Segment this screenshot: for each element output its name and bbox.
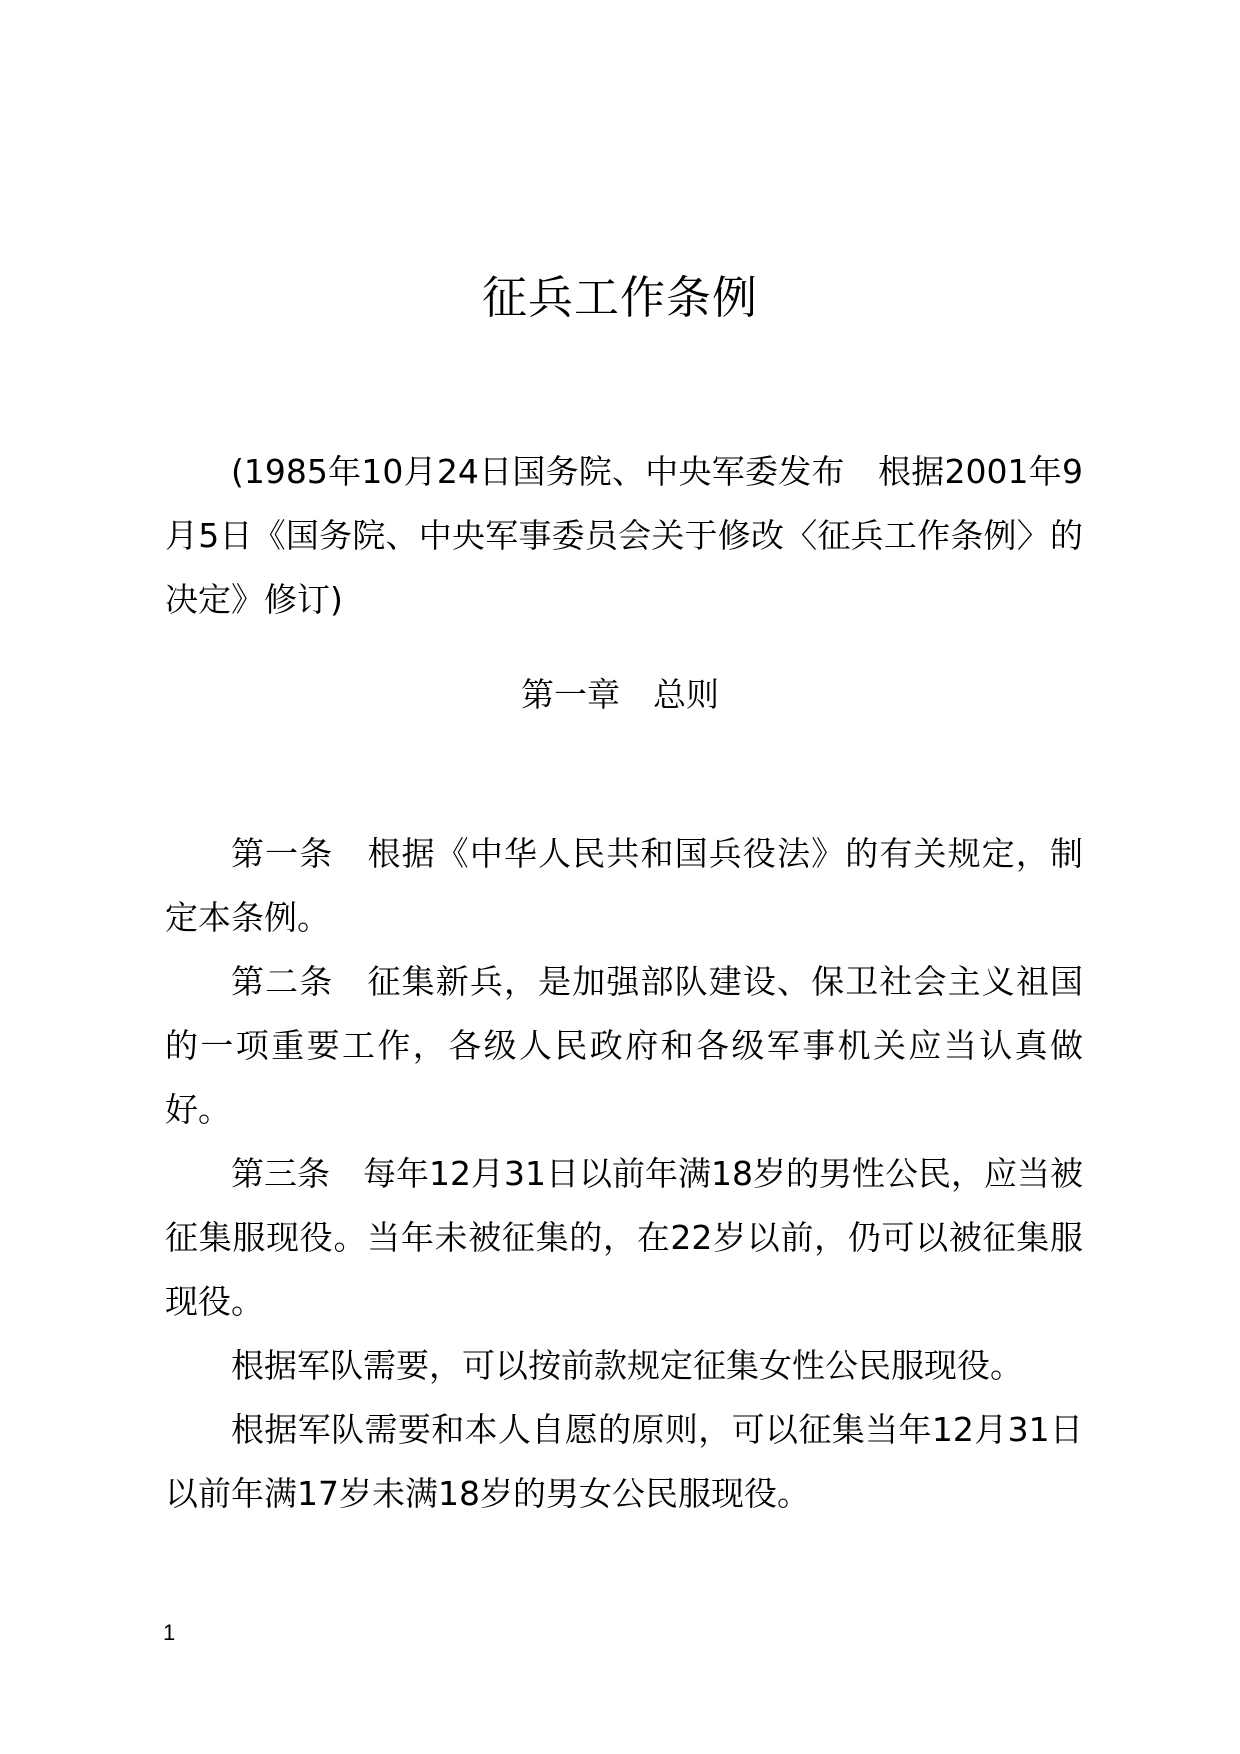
article-3: 第三条 每年12月31日以前年满18岁的男性公民，应当被征集服现役。当年未被征集的，在22岁以前，仍可以被征集服现役。 xyxy=(165,1154,1083,1321)
article-list xyxy=(165,822,1083,1526)
page-number: 1 xyxy=(163,1620,176,1645)
article-3-paragraph-3: 根据军队需要和本人自愿的原则，可以征集当年12月31日以前年满17岁未满18岁的男女公民服现役。 xyxy=(165,1410,1083,1513)
article-3-paragraph-2: 根据军队需要，可以按前款规定征集女性公民服现役。 xyxy=(231,1346,1023,1385)
document-title: 征兵工作条例 xyxy=(481,271,758,324)
revision-note: (1985年10月24日国务院、中央军委发布 根据2001年9月5日《国务院、中央军事委员会关于修改〈征兵工作条例〉的决定》修订) xyxy=(165,452,1083,619)
article-1: 第一条 根据《中华人民共和国兵役法》的有关规定，制定本条例。 xyxy=(165,834,1083,937)
revision-note-block xyxy=(165,440,1083,632)
chapter-heading: 第一章 总则 xyxy=(521,675,719,714)
article-2: 第二条 征集新兵，是加强部队建设、保卫社会主义祖国的一项重要工作，各级人民政府和各级军事机关应当认真做好。 xyxy=(165,962,1083,1129)
